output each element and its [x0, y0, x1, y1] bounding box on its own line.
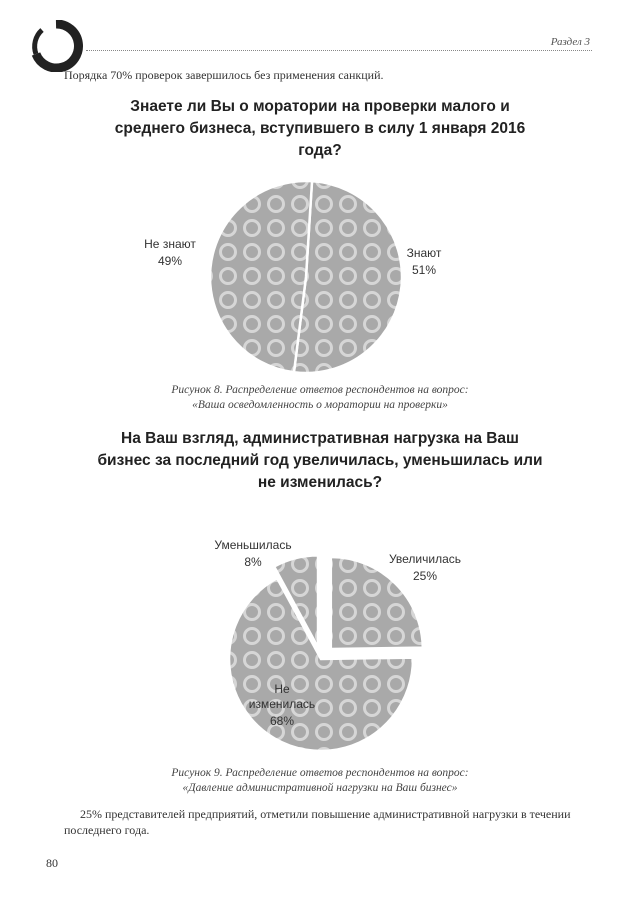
chart2-label-category-1: Не изменилась [248, 682, 316, 711]
body-paragraph: 25% представителей предприятий, отметили повышение административной нагрузки в течении последнего года. [64, 807, 571, 837]
chart2-caption [95, 766, 545, 796]
chart1-label-value-0: 51% [411, 263, 437, 277]
chart2-label-value-0: 25% [412, 569, 438, 583]
chart1-caption-line1: Рисунок 8. Распределение ответов респондентов на вопрос: [171, 384, 469, 396]
chart1-slice-1 [210, 181, 312, 372]
chart2-caption-line1: Рисунок 9. Распределение ответов респондентов на вопрос: [171, 767, 469, 779]
chart1-label-category-1: Не знают [144, 237, 196, 251]
chart1-caption-line2: «Ваша осведомленность о моратории на проверки» [192, 399, 448, 411]
page-number: 80 [46, 856, 58, 870]
chart1-label-value-1: 49% [157, 254, 183, 268]
chart2-slice-0 [331, 557, 423, 649]
chart1-caption [95, 383, 545, 413]
intro-text: Порядка 70% проверок завершилось без применения санкций. [64, 68, 384, 82]
chart2-title: На Ваш взгляд, административная нагрузка на Ваш бизнес за последний год увеличилась, уменьшилась или не изменилась? [97, 430, 543, 491]
chart2-label-value-2: 8% [244, 555, 262, 569]
chart2-label-category-0: Увеличилась [388, 552, 462, 566]
chart1-title: Знаете ли Вы о моратории на проверки малого и среднего бизнеса, вступившего в силу 1 января 2016 года? [114, 98, 526, 159]
chart2-caption-line2: «Давление административной нагрузки на Ваш бизнес» [182, 782, 458, 794]
section-label: Раздел 3 [550, 36, 590, 48]
chart2-label-value-1: 68% [269, 714, 295, 728]
chart2-label-category-2: Уменьшилась [214, 538, 292, 552]
chart1-label-category-0: Знают [406, 246, 442, 260]
